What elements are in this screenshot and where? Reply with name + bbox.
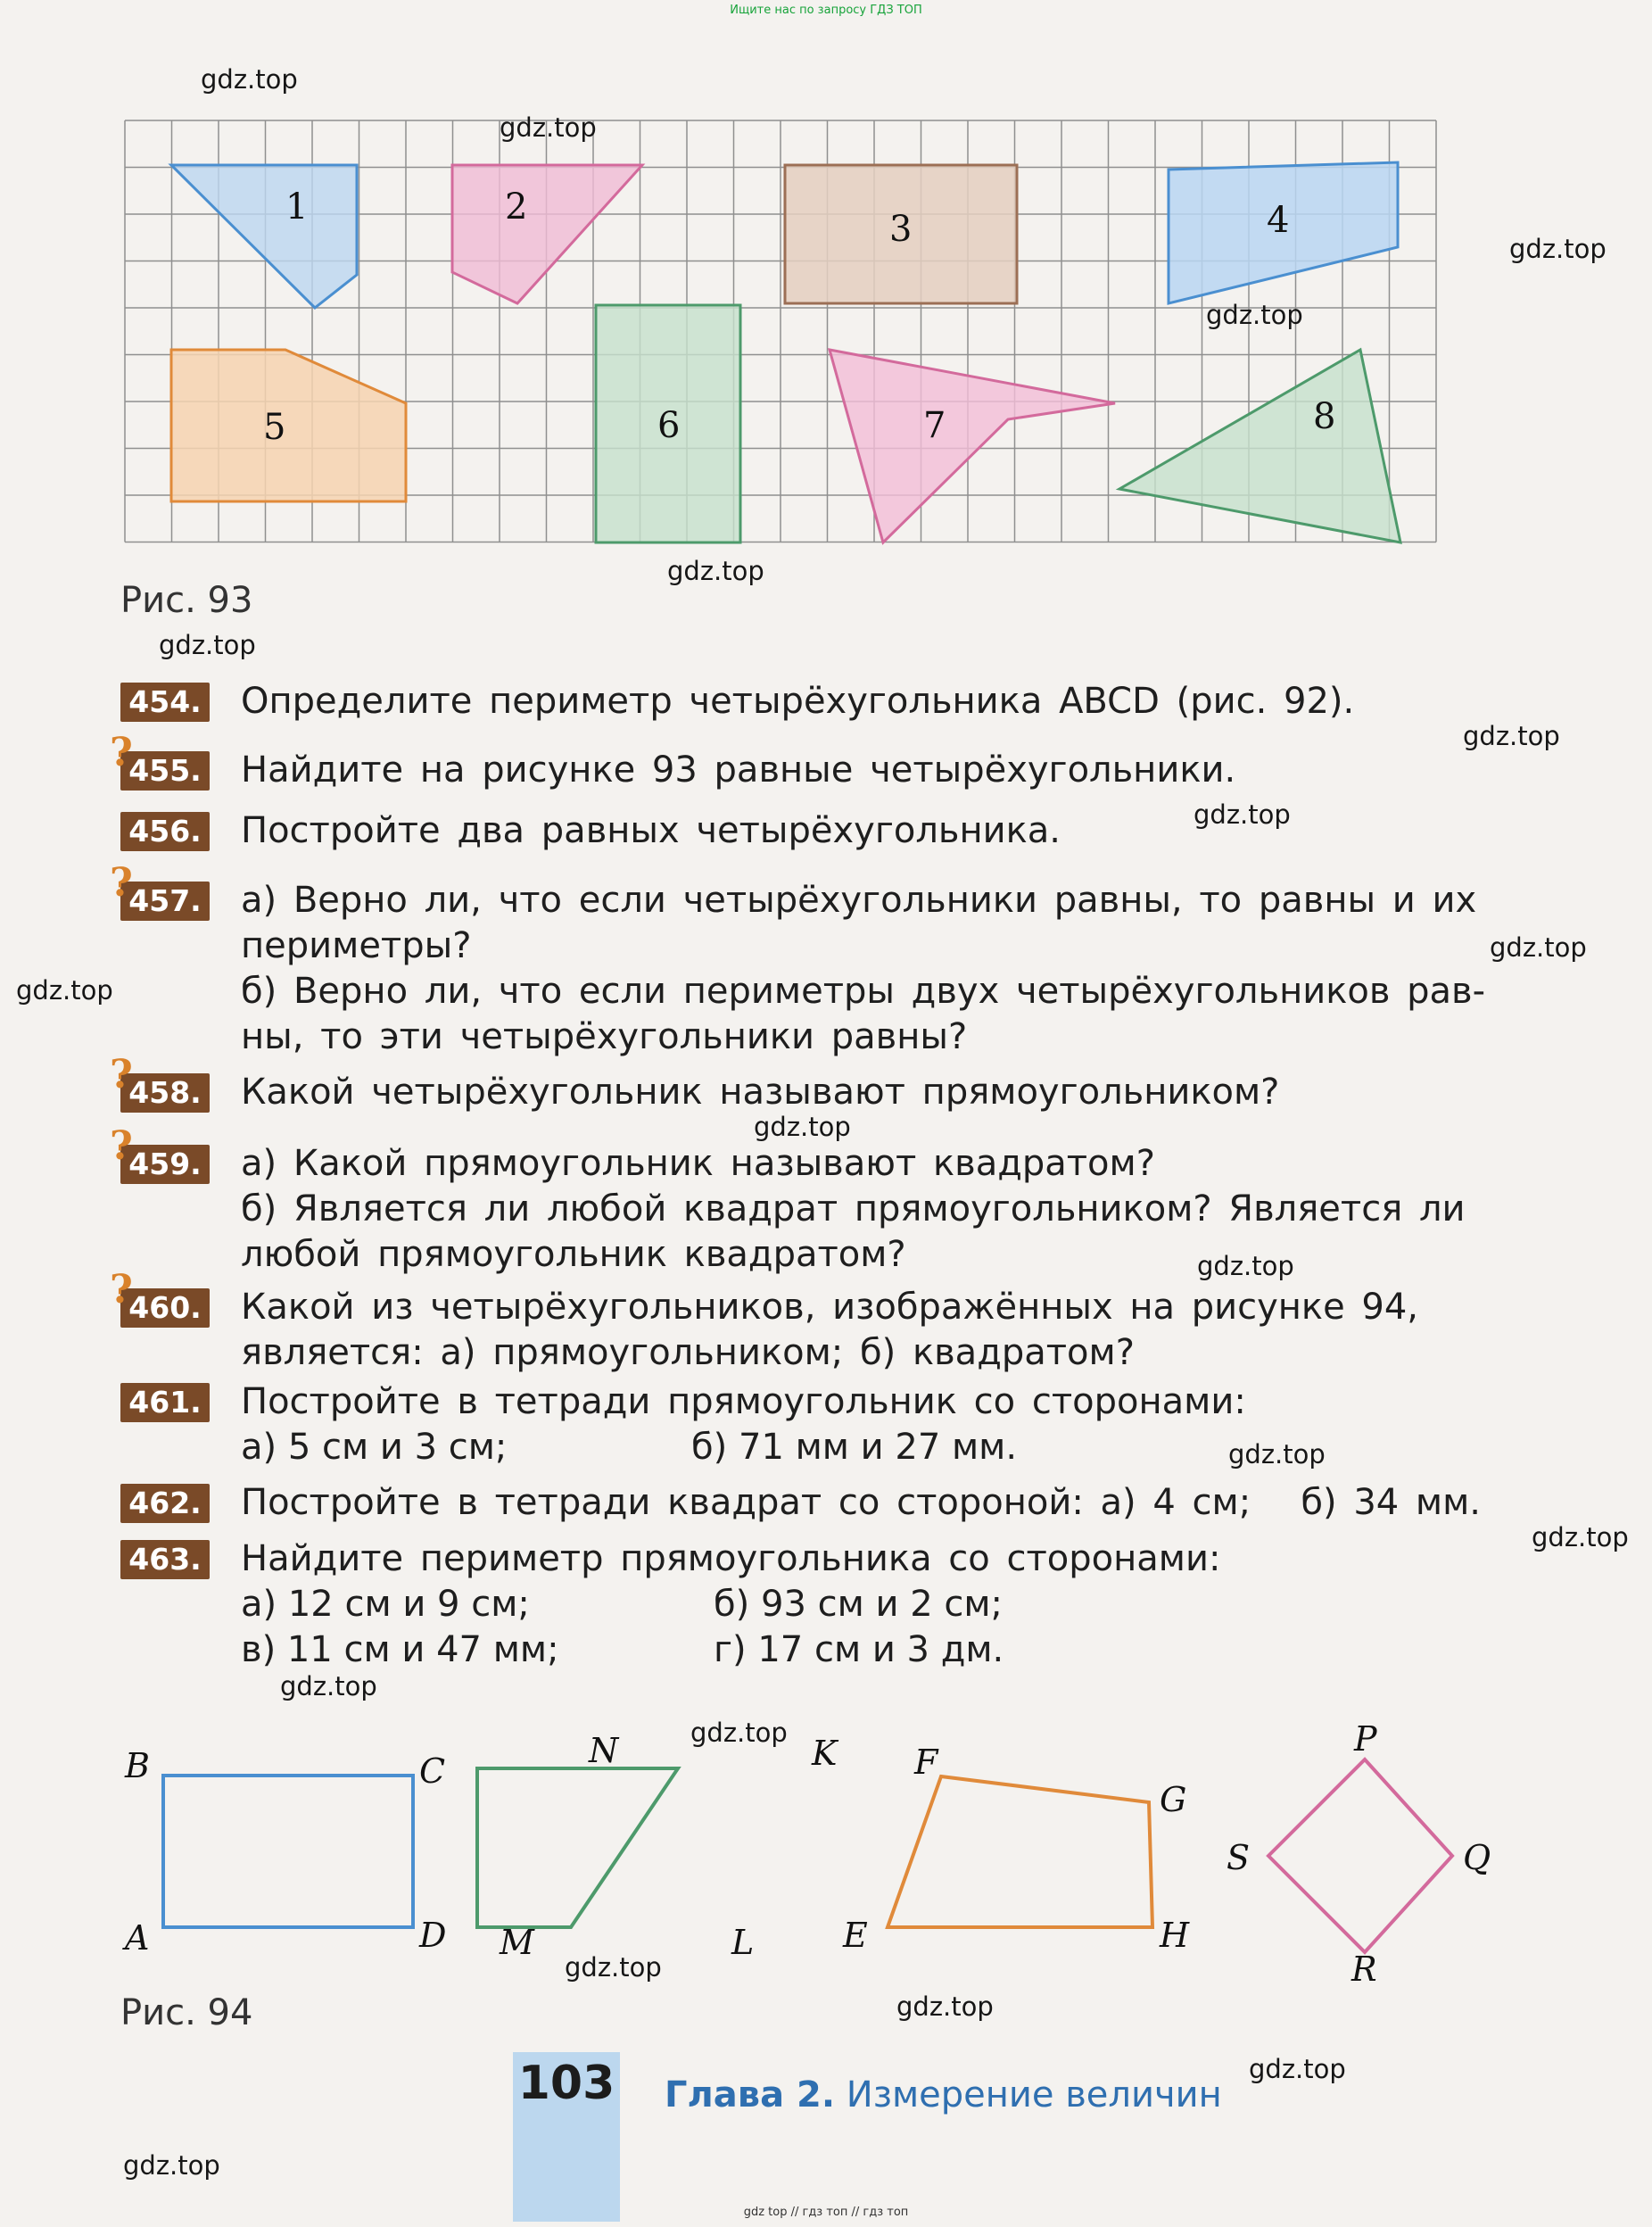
question-mark-icon: ?	[110, 860, 133, 906]
task-text-b: б) Является ли любой квадрат прямоугольником? Является ли	[241, 1188, 1466, 1229]
task-text-a: а) Какой прямоугольник называют квадратом?	[241, 1143, 1155, 1184]
task-number: 459.	[120, 1145, 210, 1184]
shape-label-6: 6	[657, 405, 681, 446]
task-463	[120, 1540, 1512, 1674]
bottom-note: gdz top // гдз топ // гдз топ	[743, 2206, 909, 2219]
watermark: gdz.top	[1490, 932, 1587, 963]
watermark: gdz.top	[16, 975, 113, 1006]
watermark: gdz.top	[565, 1952, 662, 1983]
task-number: 460.	[120, 1288, 210, 1328]
square-pqrs	[1268, 1759, 1452, 1952]
watermark: gdz.top	[690, 1718, 788, 1748]
task-text: Какой из четырёхугольников, изображённых на рисунке 94,	[241, 1287, 1419, 1328]
task-text-2: является: а) прямоугольником; б) квадратом?	[241, 1332, 1135, 1373]
task-number: 457.	[120, 882, 210, 921]
point-label-m: M	[500, 1923, 534, 1962]
task-text: Определите периметр четырёхугольника ABCD (рис. 92).	[241, 681, 1355, 722]
point-label-n: N	[589, 1731, 619, 1770]
chapter-title	[665, 2074, 1222, 2115]
task-457	[110, 860, 1512, 1060]
shape-label-4: 4	[1267, 200, 1290, 241]
point-label-a: A	[125, 1918, 150, 1958]
watermark: gdz.top	[1206, 300, 1303, 330]
task-option-d: г) 17 см и 3 дм.	[714, 1629, 1004, 1670]
watermark: gdz.top	[1249, 2054, 1346, 2084]
task-460	[110, 1267, 1512, 1378]
point-label-e: E	[843, 1916, 868, 1955]
shape-1	[171, 165, 357, 308]
watermark: gdz.top	[1197, 1251, 1294, 1281]
watermark: gdz.top	[667, 556, 764, 586]
point-label-k: K	[812, 1734, 838, 1773]
watermark: gdz.top	[123, 2150, 220, 2181]
point-label-r: R	[1351, 1950, 1377, 1981]
task-text: Найдите на рисунке 93 равные четырёхугольники.	[241, 749, 1236, 791]
task-option-a: а) 5 см и 3 см;	[241, 1427, 508, 1468]
task-text: Какой четырёхугольник называют прямоугольником?	[241, 1072, 1280, 1113]
watermark: gdz.top	[500, 112, 597, 143]
task-456	[120, 812, 1512, 857]
chapter-name: Измерение величин	[846, 2074, 1222, 2115]
point-label-b: B	[125, 1746, 150, 1785]
task-option-b: б) 71 мм и 27 мм.	[691, 1427, 1018, 1468]
shape-7	[830, 350, 1115, 542]
shape-label-7: 7	[923, 405, 946, 446]
watermark: gdz.top	[1463, 721, 1560, 751]
point-label-g: G	[1160, 1780, 1187, 1819]
top-note: Ищите нас по запросу ГДЗ ТОП	[730, 4, 922, 17]
shape-label-5: 5	[263, 407, 286, 448]
rectangle-abcd	[163, 1776, 413, 1927]
task-number: 461.	[120, 1383, 210, 1422]
task-text: Найдите периметр прямоугольника со сторонами:	[241, 1538, 1221, 1579]
figure-93-caption: Рис. 93	[120, 580, 253, 621]
task-text-b2: любой прямоугольник квадратом?	[241, 1234, 906, 1275]
task-option-a: а) 12 см и 9 см;	[241, 1584, 530, 1625]
point-label-f: F	[914, 1743, 938, 1782]
task-462	[120, 1484, 1512, 1528]
shape-2	[452, 165, 642, 303]
shape-label-3: 3	[889, 209, 913, 250]
task-text-a: а) Верно ли, что если четырёхугольники равны, то равны и их	[241, 880, 1477, 921]
task-454	[120, 683, 1512, 727]
shape-label-8: 8	[1313, 396, 1336, 437]
question-mark-icon: ?	[110, 1052, 133, 1097]
quadrilateral-efgh	[888, 1776, 1152, 1927]
point-label-c: C	[419, 1751, 446, 1791]
watermark: gdz.top	[1532, 1522, 1629, 1552]
question-mark-icon: ?	[110, 1267, 133, 1312]
point-label-s: S	[1227, 1838, 1251, 1877]
point-label-d: D	[419, 1916, 447, 1955]
point-label-h: H	[1160, 1916, 1190, 1955]
task-455	[110, 730, 1512, 796]
figure-93	[116, 116, 1463, 553]
task-number: 456.	[120, 812, 210, 851]
figure-94-caption: Рис. 94	[120, 1992, 253, 2033]
task-text: Постройте в тетради квадрат со стороной: а) 4 см; б) 34 мм.	[241, 1482, 1481, 1523]
shape-5	[171, 350, 406, 501]
figure-94	[107, 1713, 1534, 1981]
point-label-q: Q	[1463, 1838, 1491, 1877]
task-number: 463.	[120, 1540, 210, 1579]
task-option-c: в) 11 см и 47 мм;	[241, 1629, 559, 1670]
watermark: gdz.top	[896, 1991, 994, 2022]
watermark: gdz.top	[201, 64, 298, 95]
watermark: gdz.top	[280, 1671, 377, 1701]
shape-label-1: 1	[285, 186, 309, 228]
question-mark-icon: ?	[110, 1123, 133, 1169]
task-number: 454.	[120, 683, 210, 722]
task-number: 455.	[120, 751, 210, 791]
parallelogram-mnkl	[477, 1768, 678, 1927]
task-option-b: б) 93 см и 2 см;	[714, 1584, 1004, 1625]
task-text-a2: периметры?	[241, 925, 472, 966]
task-text: Постройте в тетради прямоугольник со сторонами:	[241, 1381, 1246, 1422]
question-mark-icon: ?	[110, 730, 133, 775]
watermark: gdz.top	[1509, 234, 1607, 264]
point-label-l: L	[731, 1923, 755, 1962]
watermark: gdz.top	[159, 630, 256, 660]
watermark: gdz.top	[1228, 1439, 1326, 1469]
watermark: gdz.top	[754, 1112, 851, 1142]
point-label-p: P	[1354, 1719, 1377, 1759]
watermark: gdz.top	[1194, 799, 1291, 830]
chapter-label: Глава 2.	[665, 2074, 836, 2115]
page-number: 103	[517, 2057, 615, 2110]
task-number: 462.	[120, 1484, 210, 1523]
shape-label-2: 2	[505, 186, 528, 228]
task-number: 458.	[120, 1073, 210, 1113]
task-text-b2: ны, то эти четырёхугольники равны?	[241, 1016, 968, 1057]
task-text: Постройте два равных четырёхугольника.	[241, 810, 1061, 851]
shape-8	[1119, 350, 1400, 542]
task-text-b: б) Верно ли, что если периметры двух четырёхугольников рав-	[241, 971, 1486, 1012]
